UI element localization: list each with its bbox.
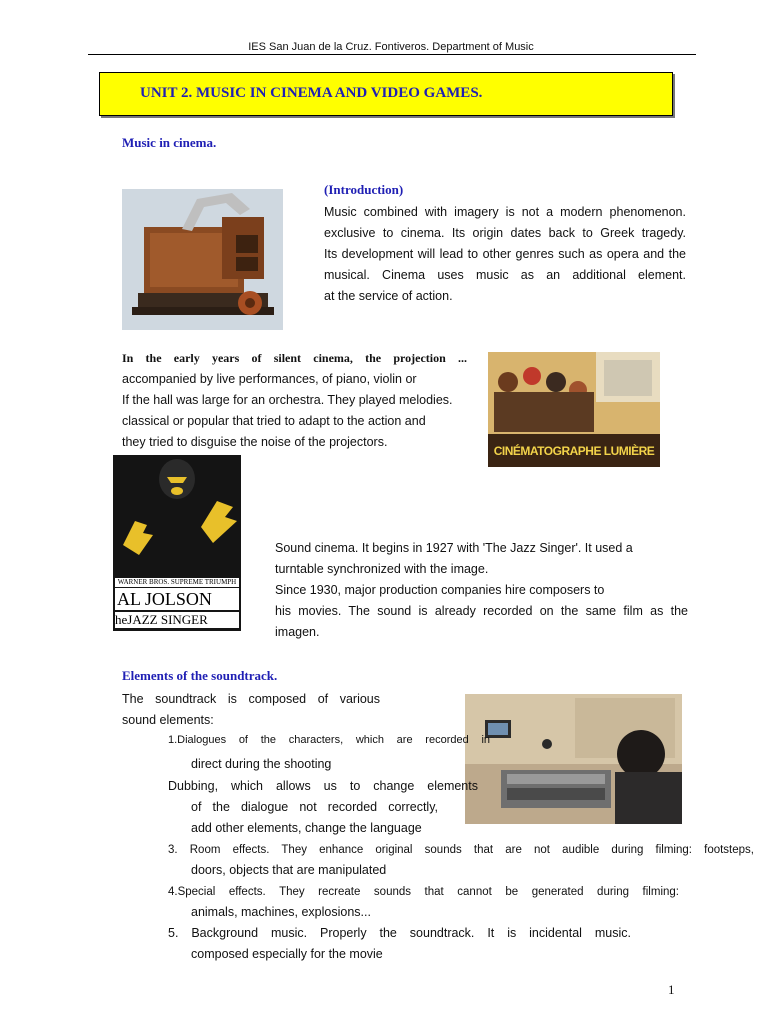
poster-star-name: AL JOLSON	[115, 588, 239, 610]
sound-line: turntable synchronized with the image.	[275, 562, 489, 576]
page-header: IES San Juan de la Cruz. Fontiveros. Department of Music	[248, 41, 534, 53]
intro-line: Music combined with imagery is not a modern phenomenon.	[324, 205, 686, 219]
soundtrack-line: sound elements:	[122, 713, 214, 727]
sound-line: imagen.	[275, 625, 320, 639]
recording-studio-image	[465, 694, 682, 824]
intro-line: exclusive to cinema. Its origin dates back to Greek tragedy.	[324, 226, 686, 240]
soundtrack-line: 3. Room effects. They enhance original sounds that are not audible during filming: footsteps,	[168, 844, 754, 856]
soundtrack-line: add other elements, change the language	[191, 821, 422, 835]
soundtrack-line: of the dialogue not recorded correctly,	[191, 800, 438, 814]
header-rule	[88, 54, 696, 55]
jazz-singer-poster-image	[113, 455, 241, 631]
sound-line: Since 1930, major production companies hire composers to	[275, 583, 605, 597]
unit-title-box	[99, 72, 673, 116]
section-heading-soundtrack: Elements of the soundtrack.	[122, 668, 278, 683]
soundtrack-line: The soundtrack is composed of various	[122, 692, 380, 706]
sound-line: his movies. The sound is already recorded on the same film as the	[275, 604, 688, 618]
silent-line: they tried to disguise the noise of the projectors.	[122, 435, 388, 449]
lumiere-poster-image	[488, 352, 660, 467]
silent-line: If the hall was large for an orchestra. They played melodies.	[122, 393, 453, 407]
silent-line: classical or popular that tried to adapt to the action and	[122, 414, 426, 428]
lumiere-poster-caption: CINÉMATOGRAPHE LUMIÈRE	[493, 444, 655, 458]
silent-line: accompanied by live performances, of piano, violin or	[122, 372, 417, 386]
intro-line: Its development will lead to other genres such as opera and the	[324, 247, 686, 261]
sound-line: Sound cinema. It begins in 1927 with 'The Jazz Singer'. It used a	[275, 541, 633, 555]
soundtrack-line: composed especially for the movie	[191, 947, 383, 961]
soundtrack-line: 5. Background music. Properly the soundtrack. It is incidental music.	[168, 926, 631, 940]
soundtrack-line: doors, objects that are manipulated	[191, 863, 387, 877]
poster-film-title: heJAZZ SINGER	[115, 612, 239, 628]
page-number: 1	[668, 982, 675, 997]
soundtrack-line: Dubbing, which allows us to change elements	[168, 779, 478, 793]
unit-title: UNIT 2. MUSIC IN CINEMA AND VIDEO GAMES.	[140, 85, 483, 101]
soundtrack-line: animals, machines, explosions...	[191, 905, 371, 919]
soundtrack-line: direct during the shooting	[191, 757, 332, 771]
projector-image	[122, 189, 283, 330]
intro-heading: (Introduction)	[324, 182, 404, 197]
section-heading-cinema: Music in cinema.	[122, 135, 217, 150]
soundtrack-line: 1.Dialogues of the characters, which are recorded in	[168, 734, 490, 746]
soundtrack-line: 4.Special effects. They recreate sounds that cannot be generated during filming:	[168, 886, 679, 898]
intro-line: musical. Cinema uses music as an additional element.	[324, 268, 686, 282]
poster-studio-line: WARNER BROS. SUPREME TRIUMPH	[115, 578, 239, 587]
silent-line: In the early years of silent cinema, the projection ...	[122, 351, 467, 365]
intro-line: at the service of action.	[324, 289, 453, 303]
